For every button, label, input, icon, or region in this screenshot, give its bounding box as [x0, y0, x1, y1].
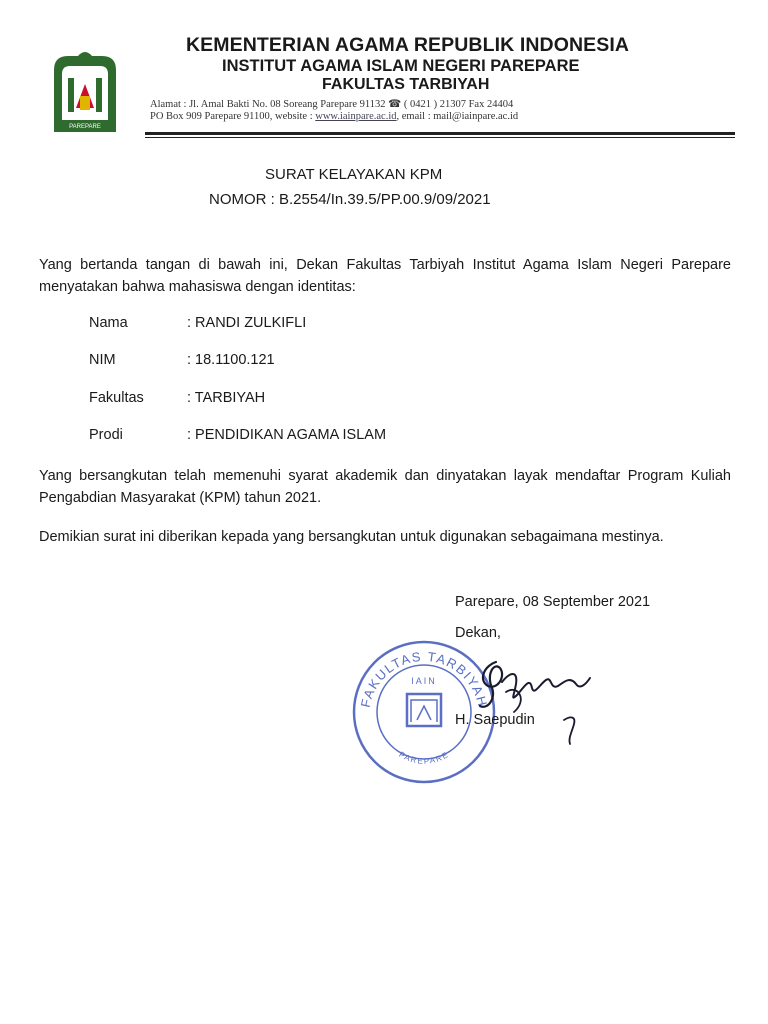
ministry-heading: KEMENTERIAN AGAMA REPUBLIK INDONESIA	[186, 34, 630, 56]
letterhead-rule-thick	[145, 132, 735, 135]
field-label: Nama	[89, 315, 128, 331]
opening-paragraph: Yang bertanda tangan di bawah ini, Dekan Fakultas Tarbiyah Institut Agama Islam Negeri Parepare menyatakan bahwa mahasiswa dengan identitas:	[39, 257, 731, 295]
iain-logo-icon	[52, 48, 118, 134]
field-value: : TARBIYAH	[187, 390, 266, 406]
faculty-heading: FAKULTAS TARBIYAH	[322, 76, 490, 93]
website-link[interactable]: www.iainpare.ac.id	[315, 111, 397, 122]
address-line-2	[150, 111, 518, 122]
statement-paragraph: Yang bersangkutan telah memenuhi syarat akademik dan dinyatakan layak mendaftar Program Kuliah Pengabdian Masyarakat (KPM) tahun 2021.	[39, 468, 731, 506]
stamp-lower-text: PAREPARE	[397, 749, 451, 766]
field-value: : PENDIDIKAN AGAMA ISLAM	[187, 427, 387, 443]
field-value: : RANDI ZULKIFLI	[187, 315, 307, 331]
address-suffix: , email : mail@iainpare.ac.id	[396, 111, 519, 122]
handwritten-signature-icon	[466, 654, 594, 746]
letter-title: SURAT KELAYAKAN KPM	[265, 166, 443, 183]
stamp-outer-text: FAKULTAS TARBIYAH	[357, 648, 491, 709]
field-row-nim	[89, 352, 275, 368]
svg-text:PAREPARE	[397, 750, 450, 766]
closing-paragraph: Demikian surat ini diberikan kepada yang bersangkutan untuk digunakan sebagaimana mestinya.	[39, 529, 664, 545]
field-row-nama	[89, 315, 306, 331]
place-date: Parepare, 08 September 2021	[455, 594, 651, 610]
address-prefix: PO Box 909 Parepare 91100, website :	[150, 111, 313, 122]
field-label: NIM	[89, 352, 116, 368]
signer-name: H. Saepudin	[455, 712, 535, 728]
field-row-prodi	[89, 427, 386, 443]
field-label: Fakultas	[89, 390, 144, 406]
signer-position: Dekan,	[455, 625, 501, 641]
letterhead-rule-thin	[145, 137, 735, 138]
field-label: Prodi	[89, 427, 123, 443]
address-line-1: Alamat : Jl. Amal Bakti No. 08 Soreang Parepare 91132 ☎ ( 0421 ) 21307 Fax 24404	[150, 99, 514, 110]
letter-number: NOMOR : B.2554/In.39.5/PP.00.9/09/2021	[209, 191, 491, 208]
institute-heading: INSTITUT AGAMA ISLAM NEGERI PAREPARE	[222, 57, 580, 75]
logo-caption: PAREPARE	[69, 124, 101, 130]
field-row-fakultas	[89, 390, 265, 406]
field-value: : 18.1100.121	[187, 352, 275, 368]
stamp-inner-text: IAIN	[411, 676, 437, 686]
